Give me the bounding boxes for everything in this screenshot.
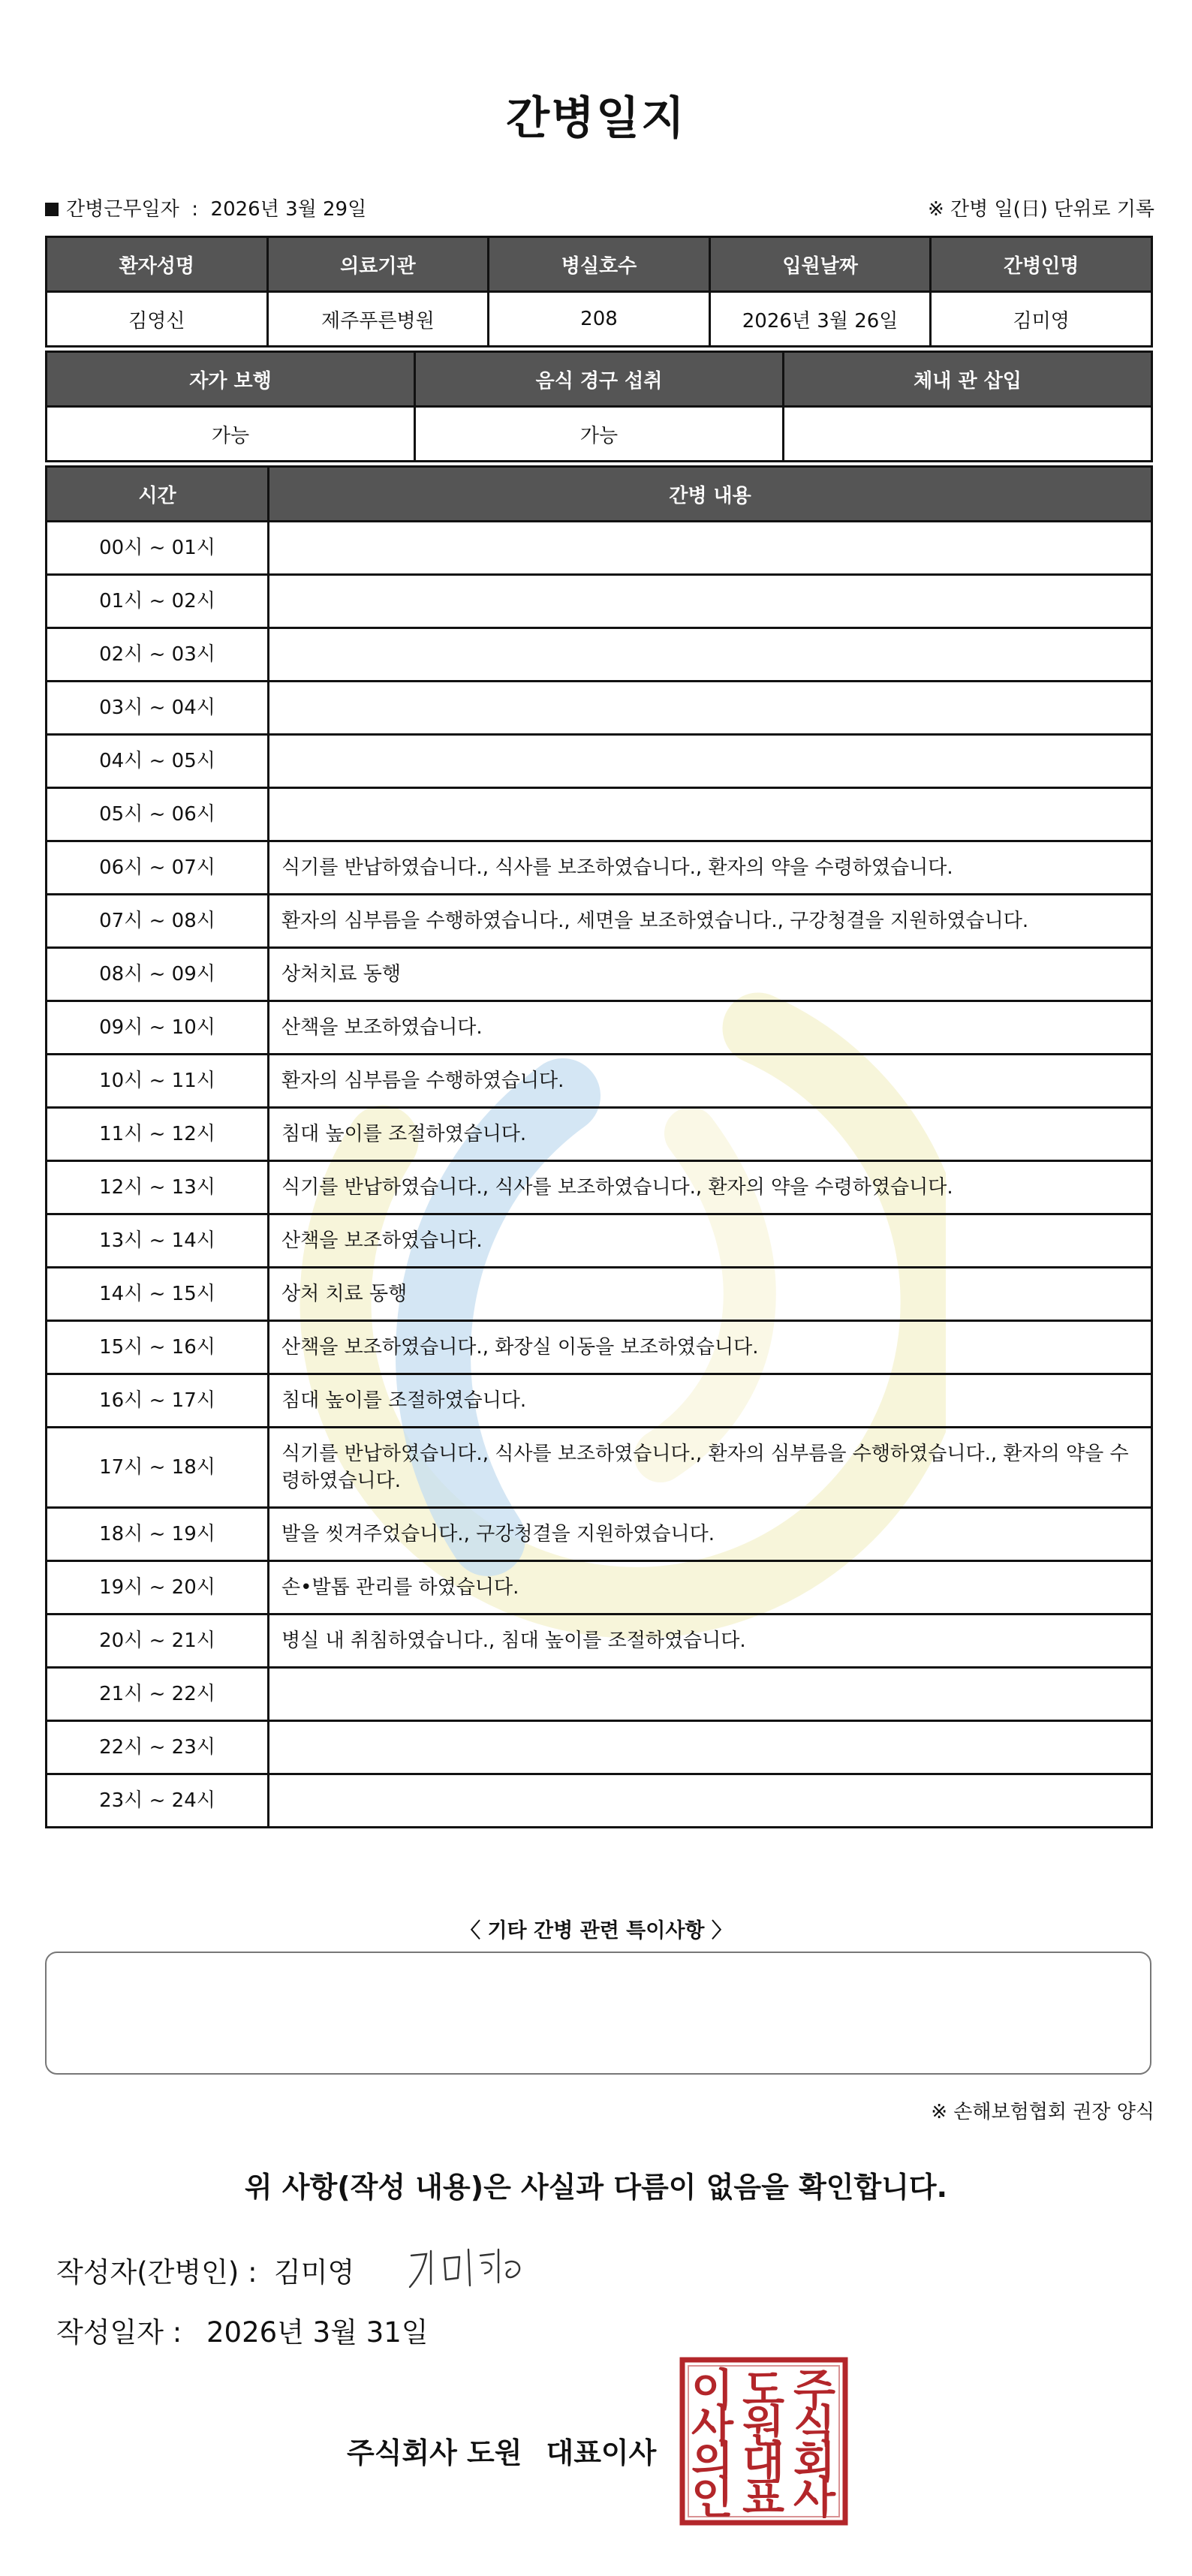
header-walking: 자가 보행: [47, 352, 415, 407]
writer-name: 김미영: [274, 2256, 355, 2289]
written-date-line: [56, 2310, 429, 2350]
log-content-cell: 산책을 보조하였습니다.: [269, 1001, 1152, 1055]
log-row: [47, 735, 1152, 788]
company-signature-line: [347, 2430, 656, 2471]
log-row: [47, 948, 1152, 1001]
log-row: [47, 1161, 1152, 1214]
log-row: [47, 522, 1152, 575]
log-content-cell: 병실 내 취침하였습니다., 침대 높이를 조절하였습니다.: [269, 1615, 1152, 1668]
log-row: [47, 788, 1152, 841]
log-row: [47, 1374, 1152, 1428]
remarks-content: [47, 1953, 1150, 1983]
confirmation-statement: 위 사항(작성 내용)은 사실과 다름이 없음을 확인합니다.: [244, 2171, 948, 2204]
log-content-cell: 환자의 심부름을 수행하였습니다., 세면을 보조하였습니다., 구강청결을 지원하였습니다.: [269, 895, 1152, 948]
patient-info-header-row: [47, 237, 1152, 292]
patient-info-table: [45, 236, 1153, 348]
patient-info-value-row: [47, 292, 1152, 347]
log-time-cell: 19시 ~ 20시: [47, 1561, 269, 1615]
log-row: [47, 628, 1152, 682]
log-row: [47, 682, 1152, 735]
company-seal-stamp: [679, 2357, 848, 2526]
log-row: [47, 1508, 1152, 1561]
status-value-row: [47, 407, 1152, 462]
hourly-care-log-table: [45, 465, 1153, 1828]
log-row: [47, 1055, 1152, 1108]
seal-character: 도: [742, 2364, 785, 2416]
log-row: [47, 1214, 1152, 1268]
company-role: 대표이사: [546, 2436, 657, 2469]
log-time-cell: 00시 ~ 01시: [47, 522, 269, 575]
work-date: [45, 194, 366, 221]
writer-label: 작성자(간병인) :: [56, 2256, 257, 2289]
header-tube-insertion: 체내 관 삽입: [784, 352, 1152, 407]
log-row: [47, 1615, 1152, 1668]
seal-character: 주: [793, 2364, 836, 2416]
log-body: [47, 522, 1152, 1828]
log-row: [47, 1428, 1152, 1508]
seal-character: 회: [793, 2436, 836, 2487]
work-date-label: 간병근무일자: [66, 198, 179, 221]
room-number-value: 208: [489, 292, 710, 347]
header-oral-intake: 음식 경구 섭취: [415, 352, 784, 407]
log-time-cell: 09시 ~ 10시: [47, 1001, 269, 1055]
seal-character: 이: [691, 2364, 734, 2416]
log-time-cell: 23시 ~ 24시: [47, 1774, 269, 1828]
log-content-cell: 침대 높이를 조절하였습니다.: [269, 1374, 1152, 1428]
seal-character: 식: [793, 2400, 836, 2451]
log-time-cell: 01시 ~ 02시: [47, 575, 269, 628]
log-content-cell: [269, 735, 1152, 788]
log-content-cell: [269, 1668, 1152, 1721]
log-content-cell: 식기를 반납하였습니다., 식사를 보조하였습니다., 환자의 약을 수령하였습니다.: [269, 841, 1152, 895]
log-content-cell: [269, 1721, 1152, 1774]
log-time-cell: 08시 ~ 09시: [47, 948, 269, 1001]
patient-name-value: 김영신: [47, 292, 268, 347]
header-room-number: 병실호수: [489, 237, 710, 292]
log-content-cell: 식기를 반납하였습니다., 식사를 보조하였습니다., 환자의 약을 수령하였습니다.: [269, 1161, 1152, 1214]
seal-character: 표: [742, 2472, 785, 2523]
log-time-cell: 11시 ~ 12시: [47, 1108, 269, 1161]
log-time-cell: 15시 ~ 16시: [47, 1321, 269, 1374]
log-time-cell: 13시 ~ 14시: [47, 1214, 269, 1268]
log-time-cell: 10시 ~ 11시: [47, 1055, 269, 1108]
log-row: [47, 841, 1152, 895]
log-row: [47, 1001, 1152, 1055]
log-time-cell: 06시 ~ 07시: [47, 841, 269, 895]
log-time-cell: 18시 ~ 19시: [47, 1508, 269, 1561]
patient-status-table: [45, 351, 1153, 462]
written-date-value: 2026년 3월 31일: [206, 2316, 429, 2349]
seal-character: 사: [793, 2472, 836, 2523]
log-time-cell: 05시 ~ 06시: [47, 788, 269, 841]
log-content-cell: 식기를 반납하였습니다., 식사를 보조하였습니다., 환자의 심부름을 수행하였습니다., 환자의 약을 수령하였습니다.: [269, 1428, 1152, 1508]
log-time-cell: 16시 ~ 17시: [47, 1374, 269, 1428]
seal-character: 의: [691, 2436, 734, 2487]
log-content-cell: [269, 788, 1152, 841]
seal-character: 인: [691, 2472, 734, 2523]
log-row: [47, 575, 1152, 628]
seal-character: 사: [691, 2400, 734, 2451]
log-content-cell: 산책을 보조하였습니다.: [269, 1214, 1152, 1268]
log-header-row: [47, 467, 1152, 522]
log-row: [47, 1108, 1152, 1161]
log-time-cell: 21시 ~ 22시: [47, 1668, 269, 1721]
log-content-cell: [269, 575, 1152, 628]
log-content-cell: [269, 682, 1152, 735]
log-content-cell: 발을 씻겨주었습니다., 구강청결을 지원하였습니다.: [269, 1508, 1152, 1561]
walking-value: 가능: [47, 407, 415, 462]
work-date-sep: :: [191, 198, 198, 221]
log-time-cell: 14시 ~ 15시: [47, 1268, 269, 1321]
header-admission-date: 입원날짜: [709, 237, 931, 292]
form-note: ※ 손해보험협회 권장 양식: [931, 2101, 1154, 2123]
log-content-cell: [269, 1774, 1152, 1828]
written-date-label: 작성일자 :: [56, 2316, 182, 2349]
log-row: [47, 895, 1152, 948]
caregiver-name-value: 김미영: [931, 292, 1152, 347]
record-unit-note: ※ 간병 일(日) 단위로 기록: [927, 198, 1154, 221]
log-time-cell: 03시 ~ 04시: [47, 682, 269, 735]
writer-line: [56, 2249, 354, 2290]
remarks-box: [45, 1952, 1151, 2075]
hospital-value: 제주푸른병원: [267, 292, 489, 347]
seal-character: 원: [742, 2400, 785, 2451]
log-row: [47, 1268, 1152, 1321]
log-content-cell: 침대 높이를 조절하였습니다.: [269, 1108, 1152, 1161]
log-time-cell: 17시 ~ 18시: [47, 1428, 269, 1508]
oral-intake-value: 가능: [415, 407, 784, 462]
status-header-row: [47, 352, 1152, 407]
log-content-cell: 상처 치료 동행: [269, 1268, 1152, 1321]
log-time-cell: 02시 ~ 03시: [47, 628, 269, 682]
log-row: [47, 1721, 1152, 1774]
log-content-cell: [269, 628, 1152, 682]
log-content-cell: 상처치료 동행: [269, 948, 1152, 1001]
log-content-cell: 환자의 심부름을 수행하였습니다.: [269, 1055, 1152, 1108]
seal-character: 대: [742, 2436, 785, 2487]
remarks-title: 〈 기타 간병 관련 특이사항 〉: [460, 1919, 732, 1943]
log-row: [47, 1321, 1152, 1374]
handwritten-signature: [405, 2240, 540, 2293]
log-content-cell: 산책을 보조하였습니다., 화장실 이동을 보조하였습니다.: [269, 1321, 1152, 1374]
header-care-content: 간병 내용: [269, 467, 1152, 522]
tube-insertion-value: [784, 407, 1152, 462]
log-time-cell: 20시 ~ 21시: [47, 1615, 269, 1668]
square-bullet-icon: [45, 203, 59, 216]
log-row: [47, 1774, 1152, 1828]
log-content-cell: [269, 522, 1152, 575]
log-row: [47, 1668, 1152, 1721]
log-row: [47, 1561, 1152, 1615]
log-time-cell: 07시 ~ 08시: [47, 895, 269, 948]
log-content-cell: 손•발톱 관리를 하였습니다.: [269, 1561, 1152, 1615]
page-title: 간병일지: [506, 92, 686, 145]
header-caregiver-name: 간병인명: [931, 237, 1152, 292]
log-time-cell: 22시 ~ 23시: [47, 1721, 269, 1774]
log-time-cell: 12시 ~ 13시: [47, 1161, 269, 1214]
admission-date-value: 2026년 3월 26일: [709, 292, 931, 347]
log-time-cell: 04시 ~ 05시: [47, 735, 269, 788]
header-time: 시간: [47, 467, 269, 522]
work-date-value: 2026년 3월 29일: [210, 198, 367, 221]
header-patient-name: 환자성명: [47, 237, 268, 292]
header-hospital: 의료기관: [267, 237, 489, 292]
company-name: 주식회사 도원: [347, 2436, 522, 2469]
